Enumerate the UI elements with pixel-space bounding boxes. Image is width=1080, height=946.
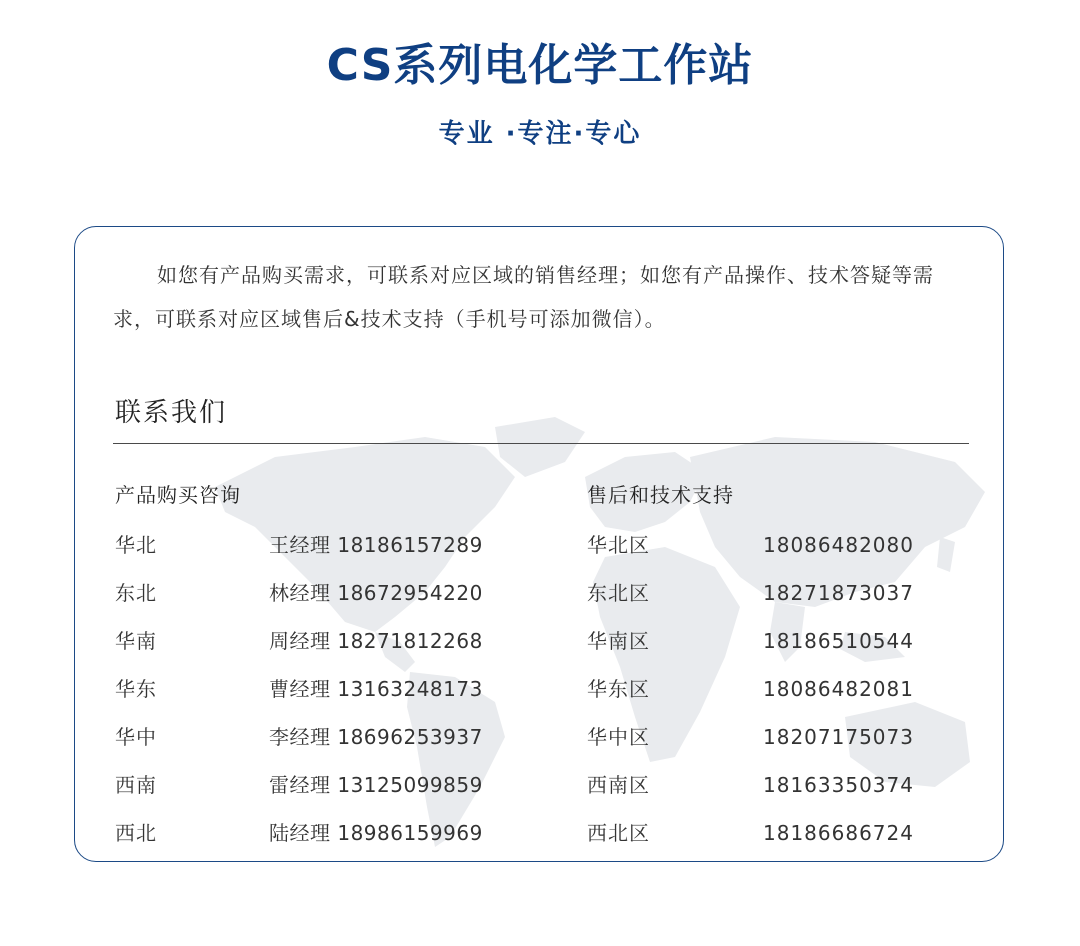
support-phone: 18086482080 xyxy=(763,533,914,557)
sales-row xyxy=(115,723,535,771)
support-row xyxy=(587,531,967,579)
support-region: 华北区 xyxy=(587,533,650,557)
section-divider xyxy=(113,443,969,444)
sales-row xyxy=(115,531,535,579)
support-heading: 售后和技术支持 xyxy=(587,483,734,507)
support-row xyxy=(587,579,967,627)
sales-contact: 陆经理 18986159969 xyxy=(269,821,483,845)
sales-row xyxy=(115,579,535,627)
sales-row xyxy=(115,819,535,862)
support-region: 西北区 xyxy=(587,821,650,845)
sales-contact: 李经理 18696253937 xyxy=(269,725,483,749)
sales-contact: 雷经理 13125099859 xyxy=(269,773,483,797)
support-row xyxy=(587,819,967,862)
sales-contact: 王经理 18186157289 xyxy=(269,533,483,557)
sales-region: 东北 xyxy=(115,581,157,605)
support-row xyxy=(587,771,967,819)
support-row xyxy=(587,723,967,771)
sales-contact: 曹经理 13163248173 xyxy=(269,677,483,701)
sales-row xyxy=(115,675,535,723)
sales-row xyxy=(115,771,535,819)
sales-region: 华北 xyxy=(115,533,157,557)
sales-region: 华中 xyxy=(115,725,157,749)
section-title: 联系我们 xyxy=(115,398,228,428)
sales-contact: 林经理 18672954220 xyxy=(269,581,483,605)
sales-list xyxy=(115,531,535,862)
support-row xyxy=(587,627,967,675)
sales-region: 华南 xyxy=(115,629,157,653)
support-region: 西南区 xyxy=(587,773,650,797)
support-phone: 18207175073 xyxy=(763,725,914,749)
sales-heading: 产品购买咨询 xyxy=(115,483,241,507)
support-region: 华东区 xyxy=(587,677,650,701)
page-title: CS系列电化学工作站 xyxy=(326,40,754,91)
support-phone: 18086482081 xyxy=(763,677,914,701)
sales-region: 西南 xyxy=(115,773,157,797)
support-list xyxy=(587,531,967,862)
intro-text: 如您有产品购买需求，可联系对应区域的销售经理；如您有产品操作、技术答疑等需求，可联系对应区域售后&技术支持（手机号可添加微信）。 xyxy=(113,263,934,331)
sales-contact: 周经理 18271812268 xyxy=(269,629,483,653)
page-subtitle: 专业 ·专注·专心 xyxy=(438,119,642,149)
sales-region: 华东 xyxy=(115,677,157,701)
support-region: 东北区 xyxy=(587,581,650,605)
support-phone: 18163350374 xyxy=(763,773,914,797)
sales-row xyxy=(115,627,535,675)
contact-card xyxy=(74,226,1004,862)
support-phone: 18271873037 xyxy=(763,581,914,605)
sales-region: 西北 xyxy=(115,821,157,845)
support-region: 华中区 xyxy=(587,725,650,749)
support-region: 华南区 xyxy=(587,629,650,653)
support-row xyxy=(587,675,967,723)
support-phone: 18186510544 xyxy=(763,629,914,653)
support-phone: 18186686724 xyxy=(763,821,914,845)
